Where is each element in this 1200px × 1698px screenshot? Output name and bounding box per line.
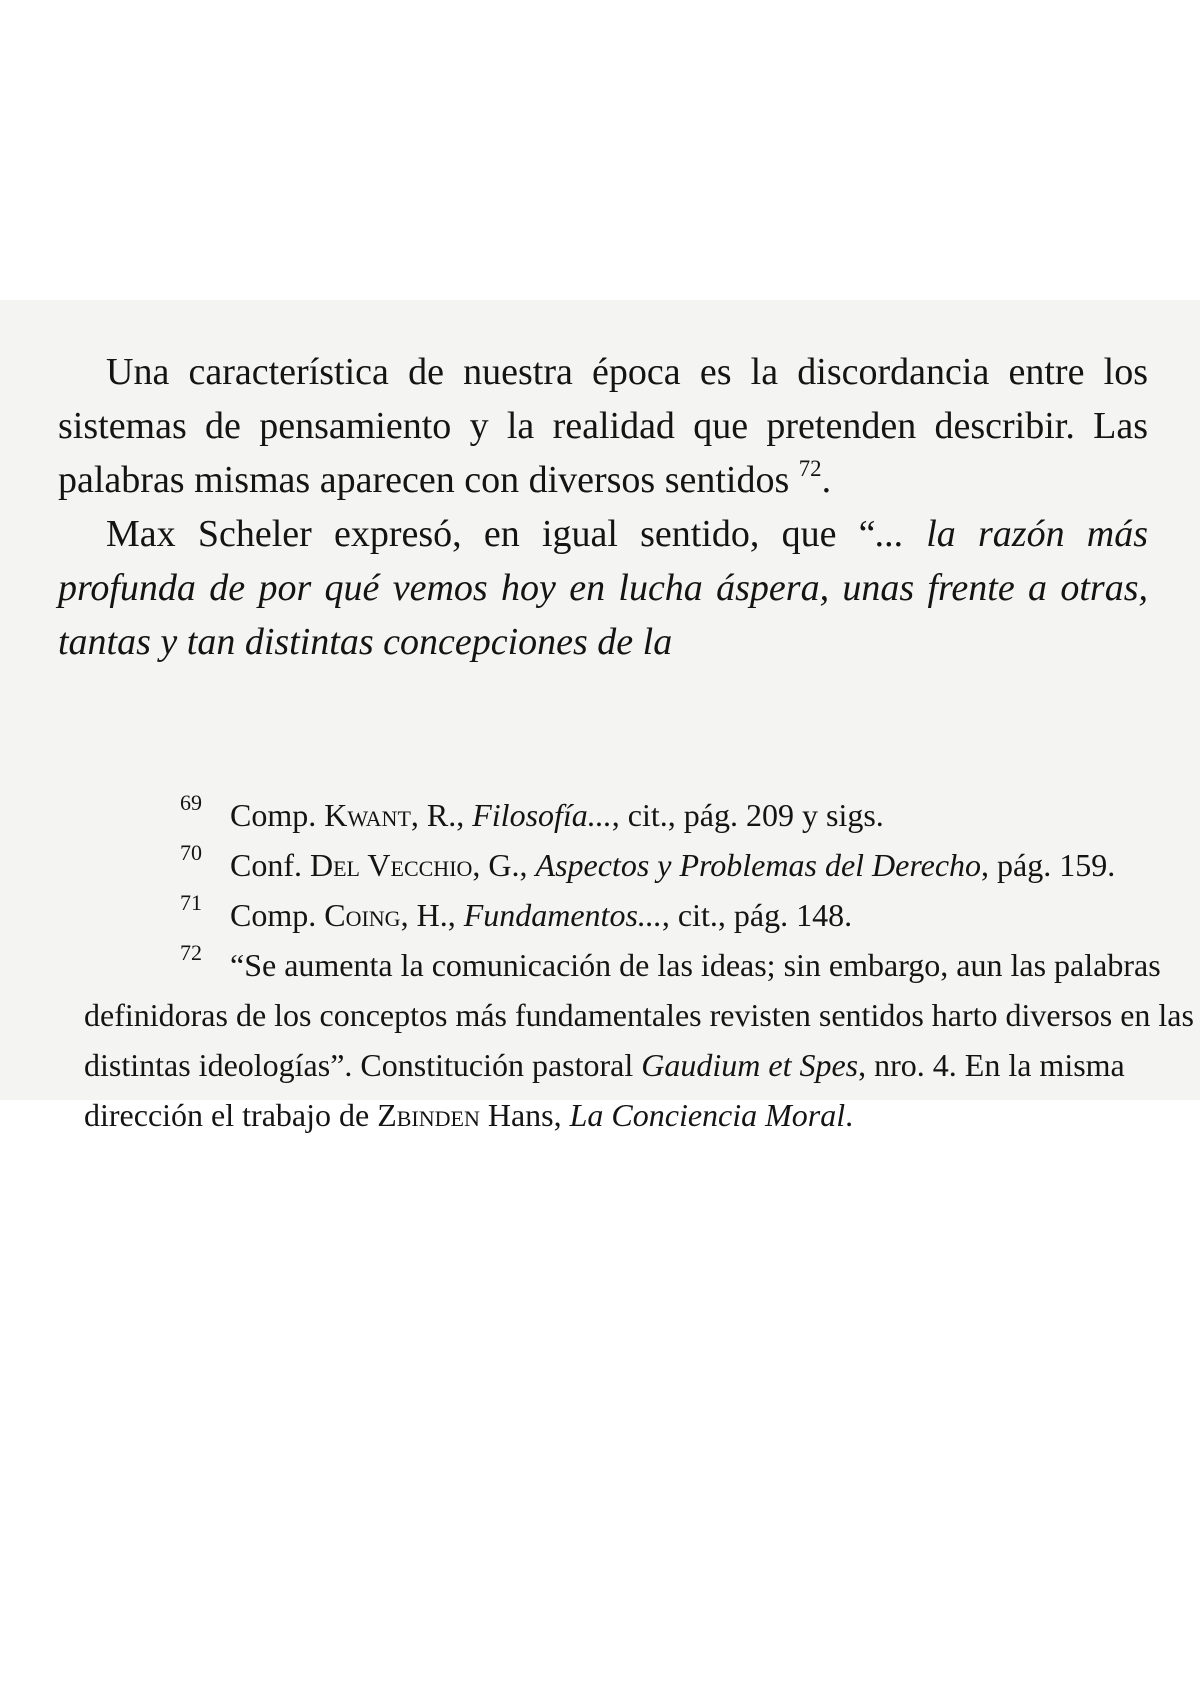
footnote-70: 70 Conf. Del Vecchio, G., Aspectos y Problemas del Derecho, pág. 159.: [180, 840, 1116, 883]
footnote-author-rest: , G.,: [472, 847, 536, 883]
paragraph-2-quote: ... la razón más profunda de por qué vemos hoy en lucha áspera, unas frente a otras, tantas y tan distintas concepciones de la: [58, 513, 1148, 663]
paragraph-1-text: Una característica de nuestra época es la discordancia entre los sistemas de pensamiento y la realidad que pretenden describir. Las palabras mismas aparecen con diversos sentidos: [58, 351, 1148, 501]
footnote-71: 71 Comp. Coing, H., Fundamentos..., cit., pág. 148.: [180, 890, 853, 933]
footnote-title: Gaudium et Spes: [641, 1047, 859, 1083]
paragraph-1-end: .: [821, 459, 832, 501]
main-text: [58, 345, 1148, 669]
footnote-author: Del Vecchio: [310, 847, 473, 883]
footnotes: [84, 790, 1194, 1140]
footnote-end: .: [845, 1097, 854, 1133]
footnote-69: 69 Comp. Kwant, R., Filosofía..., cit., pág. 209 y sigs.: [180, 790, 884, 833]
footnote-author-rest: Hans,: [479, 1097, 570, 1133]
footnote-rest: , cit., pág. 148.: [661, 897, 853, 933]
footnote-title: La Conciencia Moral: [569, 1097, 846, 1133]
footnote-title: Filosofía...: [472, 797, 612, 833]
footnote-middle: , nro. 4. En la misma dirección el trabajo de: [84, 1047, 1125, 1133]
footnote-72: 72 “Se aumenta la comunicación de las ideas; sin embargo, aun las palabras definidoras de los conceptos más fundamentales revisten sentidos harto diversos en las distintas ideologías”. Constitución pastoral Gaudium et Spes, nro. 4. En la misma dirección el trabajo de Zbinden Hans, La Conciencia Moral.: [84, 940, 1194, 1133]
footnote-author: Coing: [324, 897, 401, 933]
paragraph-2-text: Max Scheler expresó, en igual sentido, que “: [106, 513, 876, 555]
paragraph-1: [58, 345, 1148, 507]
footnote-title: Aspectos y Problemas del Derecho: [535, 847, 982, 883]
footnote-author: Kwant: [324, 797, 411, 833]
footnote-author-rest: , R.,: [410, 797, 473, 833]
footnote-author: Zbinden: [377, 1097, 480, 1133]
footnote-prefix: Conf.: [230, 847, 310, 883]
footnote-ref-72: 72: [798, 456, 822, 482]
footnote-rest: , cit., pág. 209 y sigs.: [611, 797, 884, 833]
footnote-author-rest: , H.,: [400, 897, 464, 933]
footnote-rest: , pág. 159.: [981, 847, 1116, 883]
footnote-prefix: Comp.: [230, 797, 325, 833]
footnote-title: Fundamentos...: [463, 897, 662, 933]
footnote-quote: “Se aumenta la comunicación de las ideas; sin embargo, aun las palabras definidoras de los conceptos más fundamentales revisten sentidos harto diversos en las distintas ideologías”. Constitución pastoral: [84, 947, 1194, 1083]
footnote-prefix: Comp.: [230, 897, 325, 933]
paragraph-2: [58, 507, 1148, 669]
